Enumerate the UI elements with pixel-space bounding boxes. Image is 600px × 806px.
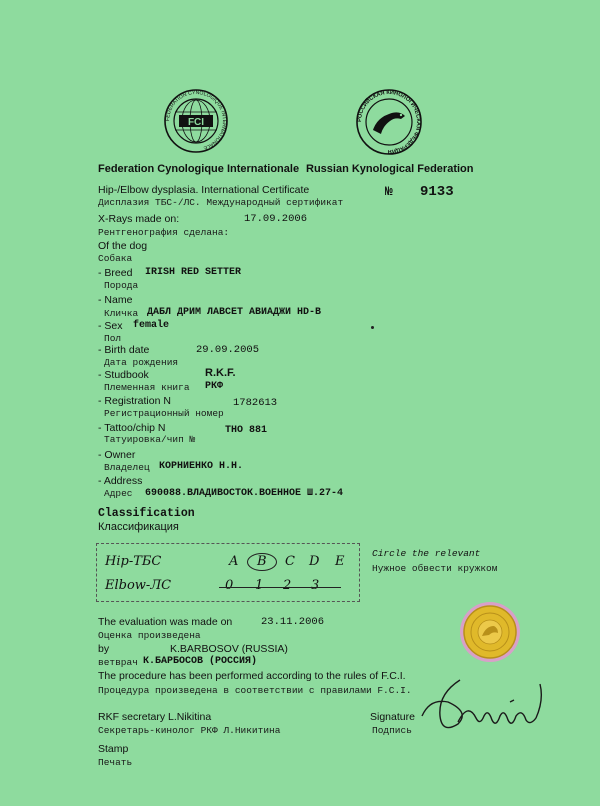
by-label-en: by: [98, 643, 110, 655]
stamp-label-en: Stamp: [98, 743, 129, 755]
studbook-label-en: - Studbook: [98, 369, 149, 381]
hip-grade-e: E: [335, 554, 345, 569]
hip-grade-d: D: [309, 554, 320, 569]
procedure-en: The procedure has been performed according to the rules of F.C.I.: [98, 670, 406, 682]
rkf-ring-text: РОССИЙСКАЯ КИНОЛОГИЧЕСКАЯ ФЕДЕРАЦИЯ: [356, 89, 422, 155]
address-label-en: - Address: [98, 475, 143, 487]
signature-label-en: Signature: [370, 711, 415, 723]
hip-grade-b: B: [257, 554, 267, 569]
hip-grade-c: C: [285, 554, 295, 569]
name-value: ДАБЛ ДРИМ ЛАВСЕТ АВИАДЖИ HD-B: [147, 307, 322, 318]
breed-label-en: - Breed: [98, 267, 133, 279]
circle-note-ru: Нужное обвести кружком: [372, 563, 498, 574]
signature-label-ru: Подпись: [372, 725, 412, 736]
vet-name-ru: К.БАРБОСОВ (РОССИЯ): [143, 656, 258, 667]
fci-logo-text: FCI: [187, 117, 205, 128]
tattoo-value: THO 881: [225, 425, 268, 436]
dog-label-en: Of the dog: [98, 240, 148, 252]
xray-label-ru: Рентгенография сделана:: [98, 227, 230, 238]
stamp-label-ru: Печать: [98, 757, 133, 768]
xray-label-en: X-Rays made on:: [98, 213, 180, 225]
elbow-grade-1: 1: [255, 578, 264, 593]
tattoo-label-en: - Tattoo/chip N: [98, 422, 166, 434]
xray-date: 17.09.2006: [244, 213, 308, 225]
address-label-ru: Адрес: [104, 488, 133, 499]
hip-label: Hip-ТБС: [105, 554, 162, 569]
birth-label-en: - Birth date: [98, 344, 150, 356]
tattoo-label-ru: Татуировка/чип №: [104, 434, 196, 445]
by-label-ru: ветврач: [98, 657, 138, 668]
breed-value: IRISH RED SETTER: [145, 267, 242, 278]
elbow-grade-0: 0: [225, 578, 234, 593]
secretary-ru: Секретарь-кинолог РКФ Л.Никитина: [98, 725, 281, 736]
evaluation-label-ru: Оценка произведена: [98, 630, 201, 641]
birth-value: 29.09.2005: [196, 344, 260, 356]
owner-label-ru: Владелец: [104, 462, 150, 473]
fci-name: Federation Cynologique Internationale: [98, 163, 300, 175]
fci-logo: [163, 88, 229, 154]
sex-value: female: [133, 320, 170, 331]
signature-image: [418, 672, 560, 742]
hip-selected-circle: [247, 553, 277, 571]
registration-label-ru: Регистрационный номер: [104, 408, 224, 419]
address-value: 690088.ВЛАДИВОСТОК.ВОЕННОЕ Ш.27-4: [145, 488, 344, 499]
gold-seal: [458, 600, 522, 664]
circle-note-en: Circle the relevant: [372, 548, 481, 559]
birth-label-ru: Дата рождения: [104, 357, 179, 368]
registration-value: 1782613: [233, 397, 278, 409]
evaluation-label-en: The evaluation was made on: [98, 616, 233, 628]
fci-ring-text: FÉDÉRATION CYNOLOGIQUE INTERNATIONALE: [164, 89, 228, 151]
breed-label-ru: Порода: [104, 280, 139, 291]
evaluation-date: 23.11.2006: [261, 616, 325, 628]
number-label: №: [385, 184, 393, 199]
studbook-label-ru: Племенная книга: [104, 382, 190, 393]
rkf-logo: [355, 88, 423, 156]
rkf-name: Russian Kynological Federation: [306, 163, 474, 175]
studbook-value-en: R.K.F.: [205, 367, 236, 379]
classification-label-en: Classification: [98, 507, 195, 520]
sex-label-ru: Пол: [104, 333, 122, 344]
procedure-ru: Процедура произведена в соответствии с правилами F.C.I.: [98, 685, 412, 696]
certificate-number: 9133: [420, 184, 454, 200]
elbow-strike-line: [219, 587, 341, 588]
owner-value: КОРНИЕНКО Н.Н.: [159, 461, 244, 472]
sex-label-en: - Sex: [98, 320, 123, 332]
certificate-title-en: Hip-/Elbow dysplasia. International Certificate: [98, 184, 310, 196]
vet-name-en: K.BARBOSOV (RUSSIA): [170, 643, 288, 655]
registration-label-en: - Registration N: [98, 395, 171, 407]
name-label-en: - Name: [98, 294, 133, 306]
dog-label-ru: Собака: [98, 253, 133, 264]
speck-dot: [371, 326, 374, 329]
studbook-value-ru: РКФ: [205, 381, 224, 392]
name-label-ru: Кличка: [104, 308, 139, 319]
elbow-label: Elbow-ЛС: [105, 578, 172, 593]
owner-label-en: - Owner: [98, 449, 136, 461]
elbow-grade-2: 2: [283, 578, 292, 593]
certificate-title-ru: Дисплазия ТБС-/ЛС. Международный сертификат: [98, 197, 344, 208]
elbow-grade-3: 3: [311, 578, 320, 593]
hip-grade-a: A: [229, 554, 239, 569]
secretary-en: RKF secretary L.Nikitina: [98, 711, 212, 723]
classification-box: [96, 543, 360, 602]
classification-label-ru: Классификация: [98, 521, 179, 533]
